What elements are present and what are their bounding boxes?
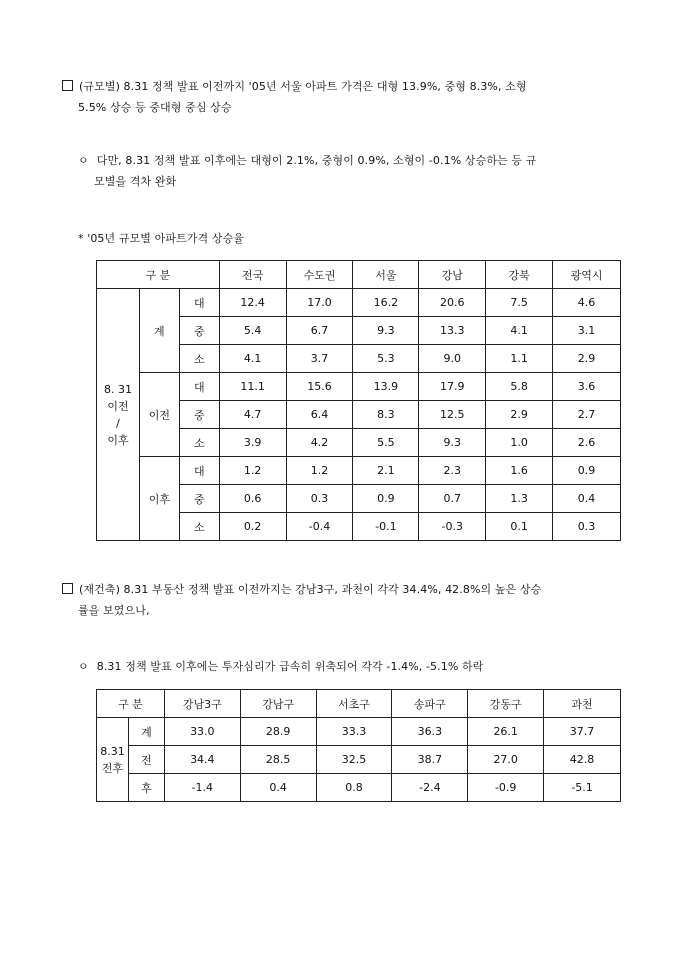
table-cell: 5.3 [353,345,419,373]
table-cell: -0.4 [286,513,353,541]
table-cell: 0.3 [286,485,353,513]
section2-line2: 률을 보였으나, [78,604,150,617]
column-header: 전국 [219,261,286,289]
table-cell: 27.0 [468,746,544,774]
table-cell: 4.7 [219,401,286,429]
row-label: 후 [128,774,164,802]
table-cell: 0.6 [219,485,286,513]
section1-sub-paragraph [78,150,626,192]
table-cell: -5.1 [544,774,621,802]
table-cell: 5.5 [353,429,419,457]
column-header: 강북 [486,261,553,289]
column-header: 송파구 [392,690,468,718]
table-cell: 20.6 [419,289,486,317]
size-label: 대 [179,457,219,485]
table-cell: 8.3 [353,401,419,429]
table-cell: 26.1 [468,718,544,746]
section2-sub-paragraph: ㅇ 8.31 정책 발표 이후에는 투자심리가 급속히 위축되어 각각 -1.4%, -5.1% 하락 [78,660,484,673]
table-cell: 2.9 [486,401,553,429]
table-cell: 4.1 [219,345,286,373]
table-cell: 0.1 [486,513,553,541]
table-cell: 9.3 [353,317,419,345]
table-cell: 33.0 [164,718,240,746]
table-cell: 11.1 [219,373,286,401]
square-bullet-icon [62,583,73,594]
table-cell: 0.3 [553,513,621,541]
table-cell: 15.6 [286,373,353,401]
column-header: 강남 [419,261,486,289]
section1-sub-line1: ㅇ 다만, 8.31 정책 발표 이후에는 대형이 2.1%, 중형이 0.9%, 소형이 -0.1% 상승하는 등 규 [78,154,537,167]
table-cell: -2.4 [392,774,468,802]
column-header: 강남구 [240,690,316,718]
table-cell: 6.4 [286,401,353,429]
table-cell: 1.6 [486,457,553,485]
section2-paragraph [62,579,627,621]
reconstruction-table [96,689,621,802]
section1-paragraph [62,76,627,118]
table-cell: 2.9 [553,345,621,373]
table-cell: 0.2 [219,513,286,541]
table-row [97,774,621,802]
size-label: 중 [179,401,219,429]
table-row [97,373,621,401]
table-cell: 32.5 [316,746,392,774]
table-cell: 3.7 [286,345,353,373]
period-label: 계 [139,289,179,373]
column-header: 수도권 [286,261,353,289]
table-cell: 12.5 [419,401,486,429]
table-cell: 1.3 [486,485,553,513]
group-label: 8. 31 이전 / 이후 [97,289,140,541]
column-header: 과천 [544,690,621,718]
table-cell: 2.1 [353,457,419,485]
size-label: 대 [179,289,219,317]
table-row [97,289,621,317]
table-cell: 7.5 [486,289,553,317]
table-cell: 2.7 [553,401,621,429]
size-label: 대 [179,373,219,401]
table-cell: 16.2 [353,289,419,317]
table-cell: 12.4 [219,289,286,317]
table-cell: 0.8 [316,774,392,802]
table-cell: 17.0 [286,289,353,317]
table-cell: 3.6 [553,373,621,401]
table-cell: 4.6 [553,289,621,317]
table-cell: 9.3 [419,429,486,457]
table-row [97,718,621,746]
table-cell: 28.5 [240,746,316,774]
size-label: 소 [179,429,219,457]
table-cell: 4.1 [486,317,553,345]
table-row [97,746,621,774]
table-cell: 1.0 [486,429,553,457]
column-header: 서초구 [316,690,392,718]
table-cell: 0.9 [353,485,419,513]
table-cell: 3.9 [219,429,286,457]
size-label: 소 [179,345,219,373]
table-cell: -0.9 [468,774,544,802]
table-cell: -1.4 [164,774,240,802]
table-cell: 33.3 [316,718,392,746]
table-cell: -0.3 [419,513,486,541]
table-cell: 0.4 [553,485,621,513]
table-cell: 9.0 [419,345,486,373]
section1-sub-line2: 모별을 격차 완화 [94,175,177,188]
table-cell: 3.1 [553,317,621,345]
table-cell: 38.7 [392,746,468,774]
section1-line1: (규모별) 8.31 정책 발표 이전까지 '05년 서울 아파트 가격은 대형 13.9%, 중형 8.3%, 소형 [62,76,627,97]
table-cell: 37.7 [544,718,621,746]
table-cell: 17.9 [419,373,486,401]
table-cell: 13.3 [419,317,486,345]
table-cell: 1.2 [219,457,286,485]
square-bullet-icon [62,80,73,91]
table-corner: 구 분 [97,261,220,289]
size-label: 중 [179,317,219,345]
section1-line2: 5.5% 상승 등 중대형 중심 상승 [78,101,232,114]
table-header-row [97,690,621,718]
table-cell: 36.3 [392,718,468,746]
table-cell: 34.4 [164,746,240,774]
table-cell: 5.4 [219,317,286,345]
table-cell: 4.2 [286,429,353,457]
row-label: 계 [128,718,164,746]
column-header: 강동구 [468,690,544,718]
period-label: 이후 [139,457,179,541]
row-label: 전 [128,746,164,774]
table-cell: 42.8 [544,746,621,774]
section2-line1: (재건축) 8.31 부동산 정책 발표 이전까지는 강남3구, 과천이 각각 34.4%, 42.8%의 높은 상승 [62,579,627,600]
table-cell: 1.1 [486,345,553,373]
table-cell: 28.9 [240,718,316,746]
column-header: 광역시 [553,261,621,289]
table-cell: 1.2 [286,457,353,485]
table-cell: 0.4 [240,774,316,802]
table-cell: 2.6 [553,429,621,457]
group-label: 8.31 전후 [97,718,129,802]
table-cell: 0.9 [553,457,621,485]
circle-bullet: ㅇ [78,154,89,167]
table-cell: -0.1 [353,513,419,541]
size-price-table [96,260,621,541]
table-cell: 0.7 [419,485,486,513]
size-label: 중 [179,485,219,513]
table-cell: 13.9 [353,373,419,401]
circle-bullet: ㅇ [78,660,89,673]
table1-caption: * '05년 규모별 아파트가격 상승율 [78,232,245,245]
table-row [97,457,621,485]
period-label: 이전 [139,373,179,457]
column-header: 강남3구 [164,690,240,718]
table-cell: 2.3 [419,457,486,485]
table-corner: 구 분 [97,690,165,718]
column-header: 서울 [353,261,419,289]
table-header-row [97,261,621,289]
table-cell: 6.7 [286,317,353,345]
size-label: 소 [179,513,219,541]
table-cell: 5.8 [486,373,553,401]
